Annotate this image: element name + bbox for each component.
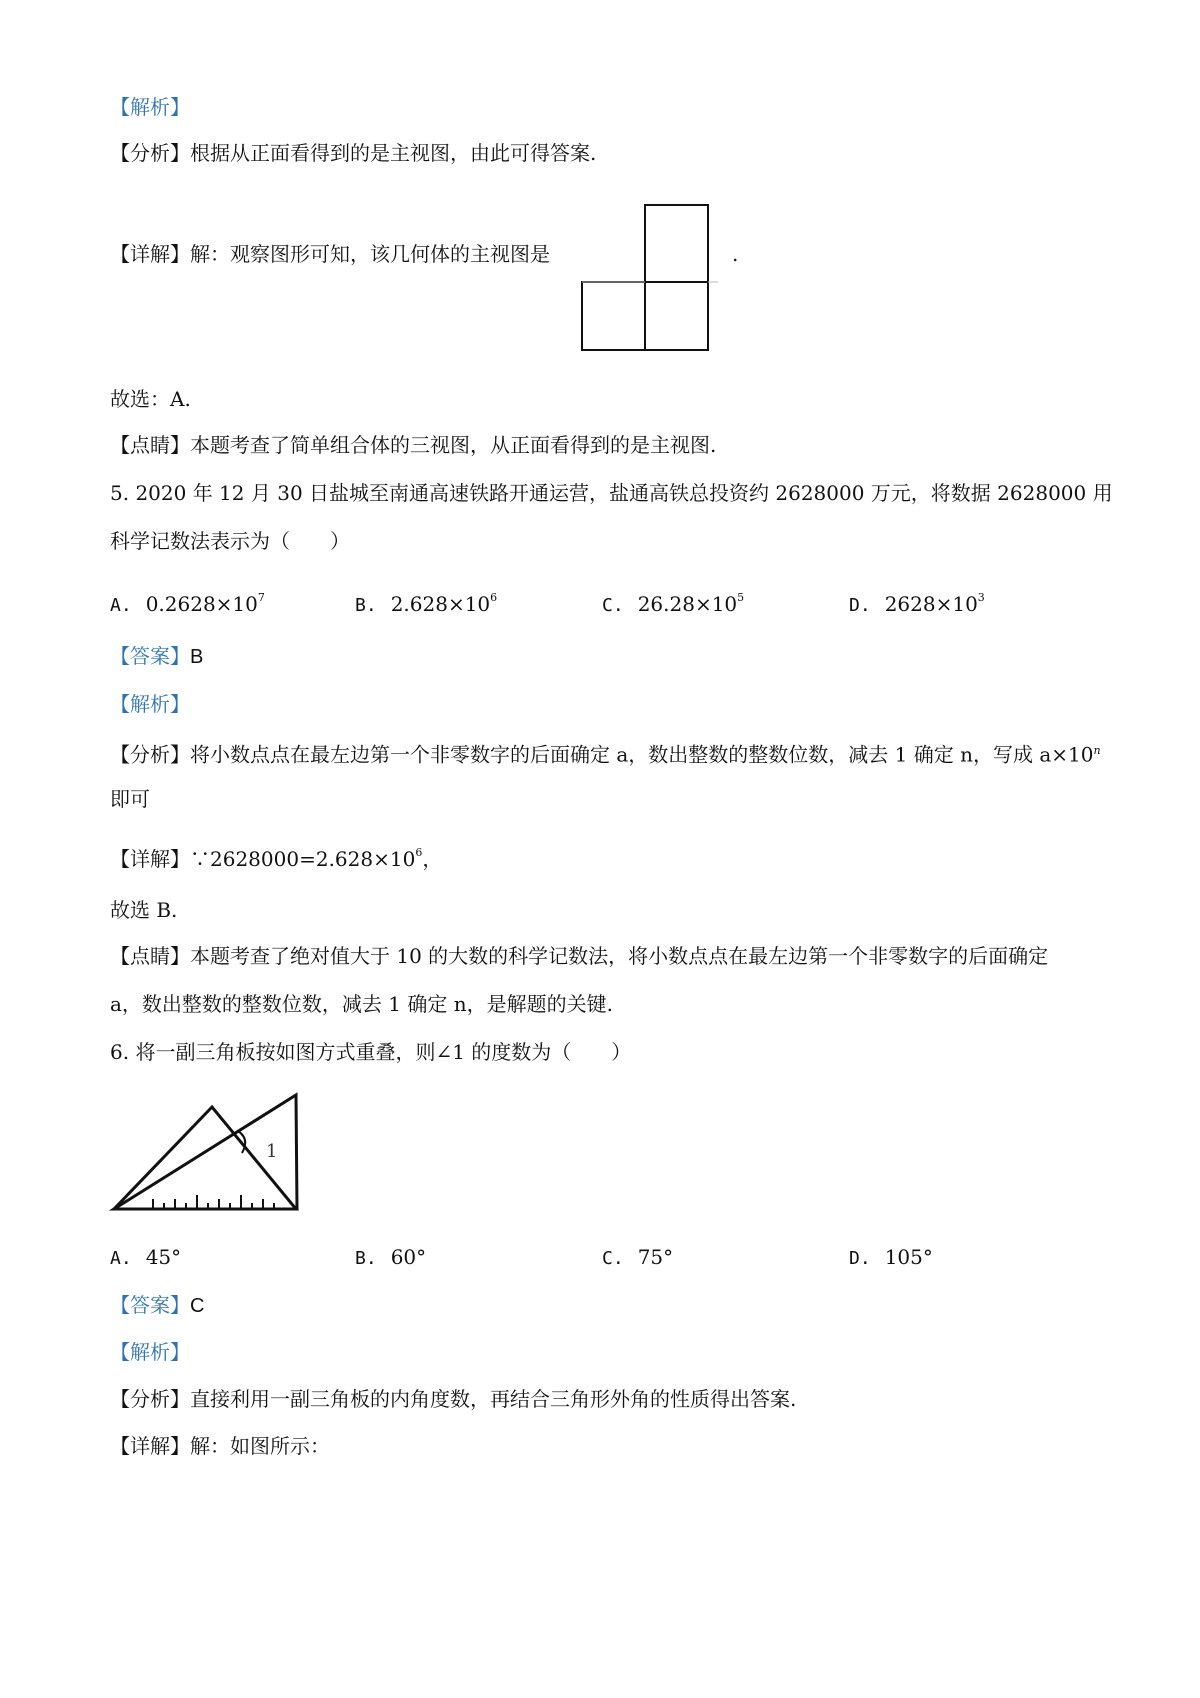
q5-dianjing-line2: a，数出整数的整数位数，减去 1 确定 n，是解题的关键. — [110, 992, 613, 1016]
q6-fenxi-text: 直接利用一副三角板的内角度数，再结合三角形外角的性质得出答案. — [190, 1387, 797, 1411]
q5-guxuan: 故选 B. — [110, 898, 178, 922]
q6-option-c[interactable] — [602, 1243, 673, 1273]
q5-option-value: $26.28\times 10^5$ — [637, 591, 745, 616]
q5-dianjing-text: 本题考查了绝对值大于 10 的大数的科学记数法，将小数点点在最左边第一个非零数字的后面确定 — [190, 944, 1049, 968]
q6-option-value: 60° — [390, 1245, 427, 1269]
q6-option-a[interactable] — [110, 1243, 181, 1273]
q4-jiexi-heading: 【解析】 — [110, 95, 190, 119]
q4-xiangjie-text: 解：观察图形可知，该几何体的主视图是 — [190, 242, 550, 266]
q5-xiangjie-math: $2.628\times 10^6$ — [315, 846, 423, 871]
q6-stem: 6. 将一副三角板按如图方式重叠，则∠1 的度数为（ ） — [110, 1040, 632, 1064]
q4-dianjing — [110, 431, 716, 459]
q5-xiangjie — [110, 839, 442, 873]
q6-option-letter: C. — [602, 1248, 624, 1269]
q5-option-letter: A. — [110, 595, 132, 616]
q6-option-d[interactable] — [849, 1243, 933, 1273]
q5-fenxi-tag: 【分析】 — [110, 742, 190, 767]
q5-fenxi-text: 将小数点点在最左边第一个非零数字的后面确定 a，数出整数的整数位数，减去 1 确定 n，写成 a×10 — [190, 742, 1094, 767]
q5-xiangjie-tag: 【详解】 — [110, 847, 190, 871]
q6-fenxi-tag: 【分析】 — [110, 1387, 190, 1411]
q6-answer — [110, 1291, 204, 1320]
q5-option-letter: B. — [355, 595, 377, 616]
q5-fenxi-exp: n — [1093, 744, 1101, 757]
q5-answer-value: B — [190, 646, 204, 668]
q5-xiangjie-end: ， — [422, 847, 443, 871]
q6-option-value: 75° — [637, 1245, 674, 1269]
q6-jiexi-heading: 【解析】 — [110, 1340, 190, 1364]
q6-xiangjie — [110, 1432, 330, 1460]
q5-option-c[interactable] — [602, 584, 744, 620]
front-view-figure — [580, 202, 720, 352]
q5-fenxi — [110, 737, 1101, 769]
q4-xiangjie-tag: 【详解】 — [110, 242, 190, 266]
q4-fenxi-tag: 【分析】 — [110, 141, 190, 165]
q4-fenxi — [110, 139, 596, 167]
angle-label: 1 — [266, 1141, 278, 1162]
q6-option-letter: D. — [849, 1248, 871, 1269]
q5-jiexi-heading: 【解析】 — [110, 692, 190, 716]
q6-fenxi — [110, 1385, 796, 1413]
q5-dianjing-line1 — [110, 942, 1048, 970]
q5-option-b[interactable] — [355, 584, 497, 620]
q5-option-value: $2.628\times 10^6$ — [390, 591, 498, 616]
triangle-set-figure — [108, 1085, 308, 1217]
q5-fenxi-line2: 即可 — [110, 787, 150, 811]
q5-option-value: $0.2628\times 10^7$ — [145, 591, 265, 616]
q5-stem-line1: 5. 2020 年 12 月 30 日盐城至南通高速铁路开通运营，盐通高铁总投资约 2628000 万元，将数据 2628000 用 — [110, 481, 1113, 505]
q4-fenxi-text: 根据从正面看得到的是主视图，由此可得答案. — [190, 141, 597, 165]
q5-option-value: $2628\times 10^3$ — [884, 591, 985, 616]
q5-option-letter: C. — [602, 595, 624, 616]
q5-answer — [110, 642, 203, 671]
q6-xiangjie-tag: 【详解】 — [110, 1434, 190, 1458]
q6-option-letter: A. — [110, 1248, 132, 1269]
q5-stem-line2: 科学记数法表示为（ ） — [110, 529, 350, 553]
q5-answer-tag: 【答案】 — [110, 644, 190, 668]
q4-dianjing-tag: 【点睛】 — [110, 433, 190, 457]
q4-dianjing-text: 本题考查了简单组合体的三视图，从正面看得到的是主视图. — [190, 433, 717, 457]
q5-option-letter: D. — [849, 595, 871, 616]
q4-xiangjie-end: . — [732, 242, 739, 266]
q5-dianjing-tag: 【点睛】 — [110, 944, 190, 968]
q6-answer-value: C — [190, 1295, 205, 1317]
q6-option-b[interactable] — [355, 1243, 426, 1273]
q6-option-value: 45° — [145, 1245, 182, 1269]
q6-option-letter: B. — [355, 1248, 377, 1269]
q5-option-d[interactable] — [849, 584, 985, 620]
q5-xiangjie-a: ∵2628000= — [190, 847, 316, 871]
q6-xiangjie-text: 解：如图所示： — [190, 1434, 330, 1458]
q4-xiangjie — [110, 240, 550, 268]
q6-option-value: 105° — [884, 1245, 933, 1269]
q6-answer-tag: 【答案】 — [110, 1293, 190, 1317]
q5-option-a[interactable] — [110, 584, 265, 620]
q4-guxuan: 故选：A. — [110, 387, 191, 411]
